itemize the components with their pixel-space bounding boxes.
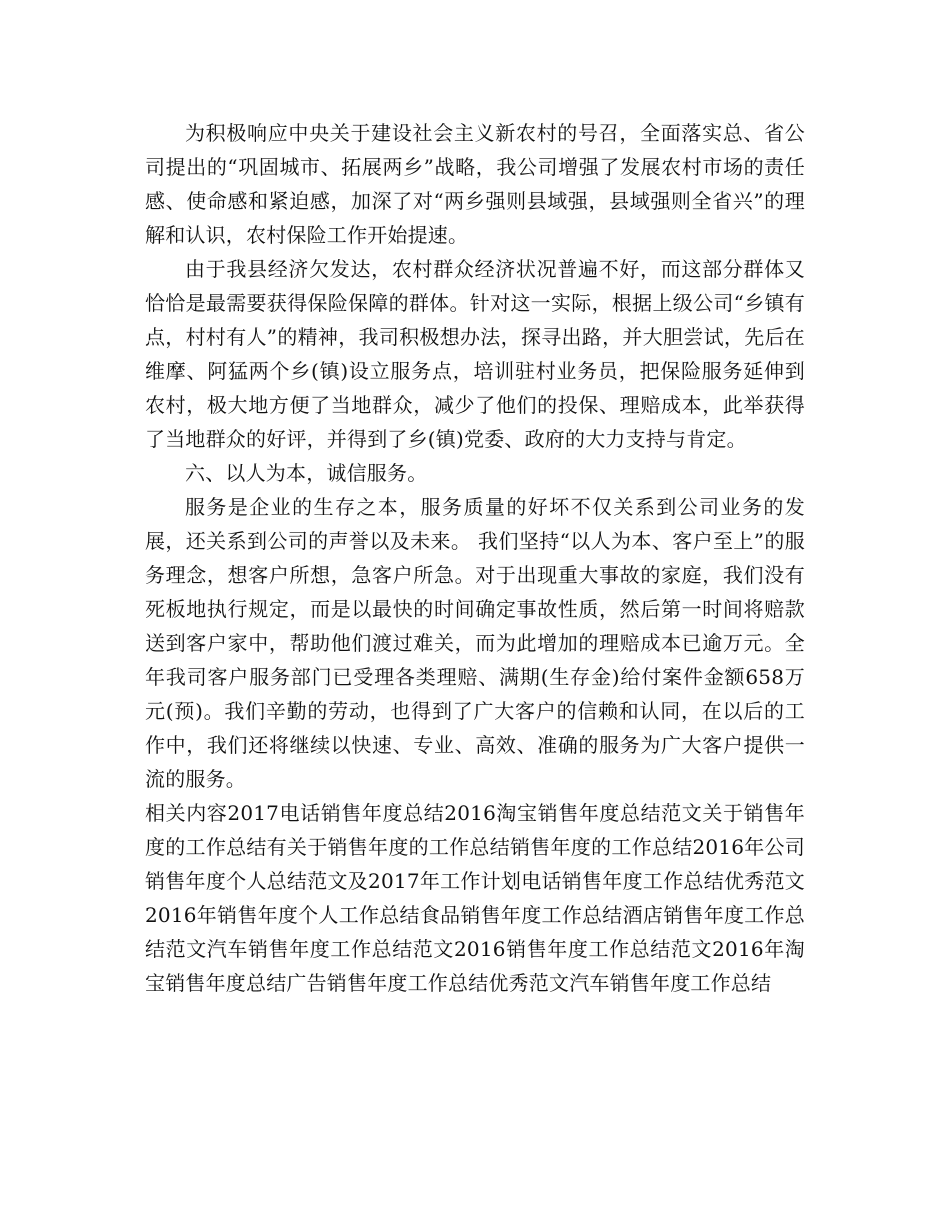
section-heading-six: 六、以人为本，诚信服务。 <box>185 461 428 485</box>
paragraph-service-points: 由于我县经济欠发达，农村群众经济状况普遍不好，而这部分群体又恰恰是最需要获得保险保障的群体。针对这一实际，根据上级公司“乡镇有点，村村有人”的精神，我司积极想办法，探寻出路，并大胆尝试，先后在维摩、阿猛两个乡(镇)设立服务点，培训驻村业务员，把保险服务延伸到农村，极大地方便了当地群众，减少了他们的投保、理赔成本，此举获得了当地群众的好评，并得到了乡(镇)党委、政府的大力支持与肯定。 <box>145 257 805 451</box>
document-body <box>145 116 805 1000</box>
related-content: 相关内容2017电话销售年度总结2016淘宝销售年度总结范文关于销售年度的工作总结有关于销售年度的工作总结销售年度的工作总结2016年公司销售年度个人总结范文及2017年工作计划电话销售年度工作总结优秀范文2016年销售年度个人工作总结食品销售年度工作总结酒店销售年度工作总结范文汽车销售年度工作总结范文2016销售年度工作总结范文2016年淘宝销售年度总结广告销售年度工作总结优秀范文汽车销售年度工作总结 <box>145 801 805 995</box>
paragraph-rural-insurance: 为积极响应中央关于建设社会主义新农村的号召，全面落实总、省公司提出的“巩固城市、拓展两乡”战略，我公司增强了发展农村市场的责任感、使命感和紧迫感，加深了对“两乡强则县域强，县域强则全省兴”的理解和认识，农村保险工作开始提速。 <box>145 121 805 247</box>
paragraph-customer-service: 服务是企业的生存之本，服务质量的好坏不仅关系到公司业务的发展，还关系到公司的声誉以及未来。 我们坚持“以人为本、客户至上”的服务理念，想客户所想，急客户所急。对于出现重大事故的家庭，我们没有死板地执行规定，而是以最快的时间确定事故性质，然后第一时间将赔款送到客户家中，帮助他们渡过难关，而为此增加的理赔成本已逾万元。全年我司客户服务部门已受理各类理赔、满期(生存金)给付案件金额658万元(预)。我们辛勤的劳动，也得到了广大客户的信赖和认同，在以后的工作中，我们还将继续以快速、专业、高效、准确的服务为广大客户提供一流的服务。 <box>145 495 805 791</box>
